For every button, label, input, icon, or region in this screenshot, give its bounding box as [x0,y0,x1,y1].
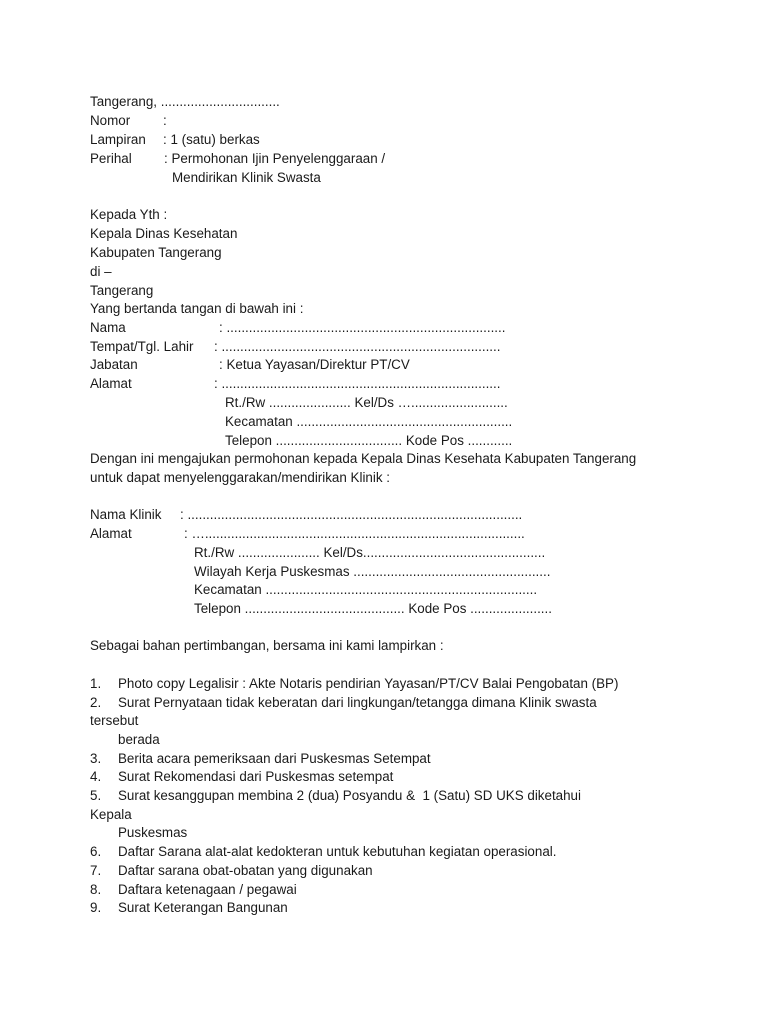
clinic-alamat-label: Alamat [90,526,132,541]
lampiran-label: Lampiran [90,132,146,147]
attachment-item: Berita acara pemeriksaan dari Puskesmas Setempat [118,751,431,766]
nomor-colon: : [163,113,167,128]
recipient-line-3: Kabupaten Tangerang [90,245,222,260]
recipient-line-2: Kepala Dinas Kesehatan [90,226,238,241]
attachment-item: Daftar Sarana alat-alat kedokteran untuk kebutuhan kegiatan operasional. [118,844,557,859]
attachment-number: 3. [90,751,102,766]
applicant-rt-line: Rt./Rw ...................... Kel/Ds ….......................... [225,395,508,410]
applicant-intro: Yang bertanda tangan di bawah ini : [90,301,304,316]
lampiran-value: : 1 (satu) berkas [163,132,260,147]
attachment-number: 8. [90,882,102,897]
applicant-nama-label: Nama [90,320,126,335]
attachment-number: 2. [90,695,102,710]
attachment-number: 4. [90,769,102,784]
clinic-kecamatan-line: Kecamatan ......................................................................... [194,582,538,597]
applicant-jabatan-label: Jabatan [90,357,138,372]
recipient-line-1: Kepada Yth : [90,207,168,222]
nomor-label: Nomor [90,113,131,128]
attachment-number: 9. [90,900,102,915]
perihal-value-1: : Permohonan Ijin Penyelenggaraan / [164,151,386,166]
attachment-item-continuation: Puskesmas [118,825,188,840]
clinic-nama-label: Nama Klinik [90,507,162,522]
attachment-item-wrap: Kepala [90,807,132,822]
attachment-item-continuation: berada [118,732,160,747]
attachment-item: Surat Rekomendasi dari Puskesmas setempat [118,769,394,784]
recipient-line-4: di – [90,264,112,279]
attachment-item: Surat kesanggupan membina 2 (dua) Posyandu & 1 (Satu) SD UKS diketahui [118,788,581,803]
attachment-item: Daftar sarana obat-obatan yang digunakan [118,863,373,878]
attachment-item: Photo copy Legalisir : Akte Notaris pendirian Yayasan/PT/CV Balai Pengobatan (BP) [118,676,619,691]
applicant-ttl-value: : ........................................................................... [214,339,501,354]
clinic-rt-line: Rt./Rw ...................... Kel/Ds................................................. [194,545,546,560]
applicant-nama-value: : ........................................................................... [219,320,506,335]
attachment-number: 1. [90,676,102,691]
clinic-nama-value: : .......................................................................................... [180,507,523,522]
attachments-intro: Sebagai bahan pertimbangan, bersama ini kami lampirkan : [90,638,444,653]
clinic-alamat-value: : …...................................................................................... [184,526,525,541]
attachment-number: 5. [90,788,102,803]
perihal-value-2: Mendirikan Klinik Swasta [172,170,321,185]
attachment-item: Surat Pernyataan tidak keberatan dari lingkungan/tetangga dimana Klinik swasta [118,695,597,710]
clinic-telepon-line: Telepon ........................................... Kode Pos ...................... [194,601,552,616]
attachment-number: 7. [90,863,102,878]
applicant-kecamatan-line: Kecamatan .......................................................... [225,414,513,429]
clinic-wilayah-line: Wilayah Kerja Puskesmas ..................................................... [194,564,551,579]
attachment-number: 6. [90,844,102,859]
attachment-item: Surat Keterangan Bangunan [118,900,288,915]
attachment-item: Daftara ketenagaan / pegawai [118,882,297,897]
applicant-jabatan-value: : Ketua Yayasan/Direktur PT/CV [219,357,410,372]
request-line-2: untuk dapat menyelenggarakan/mendirikan Klinik : [90,470,390,485]
applicant-alamat-label: Alamat [90,376,132,391]
applicant-ttl-label: Tempat/Tgl. Lahir [90,339,194,354]
request-line-1: Dengan ini mengajukan permohonan kepada Kepala Dinas Kesehata Kabupaten Tangerang [90,451,637,466]
applicant-alamat-value: : ........................................................................... [214,376,501,391]
recipient-line-5: Tangerang [90,283,154,298]
applicant-telepon-line: Telepon .................................. Kode Pos ............ [225,433,513,448]
attachment-item-wrap: tersebut [90,713,139,728]
city-date-line: Tangerang, ................................ [90,94,280,109]
perihal-label: Perihal [90,151,132,166]
